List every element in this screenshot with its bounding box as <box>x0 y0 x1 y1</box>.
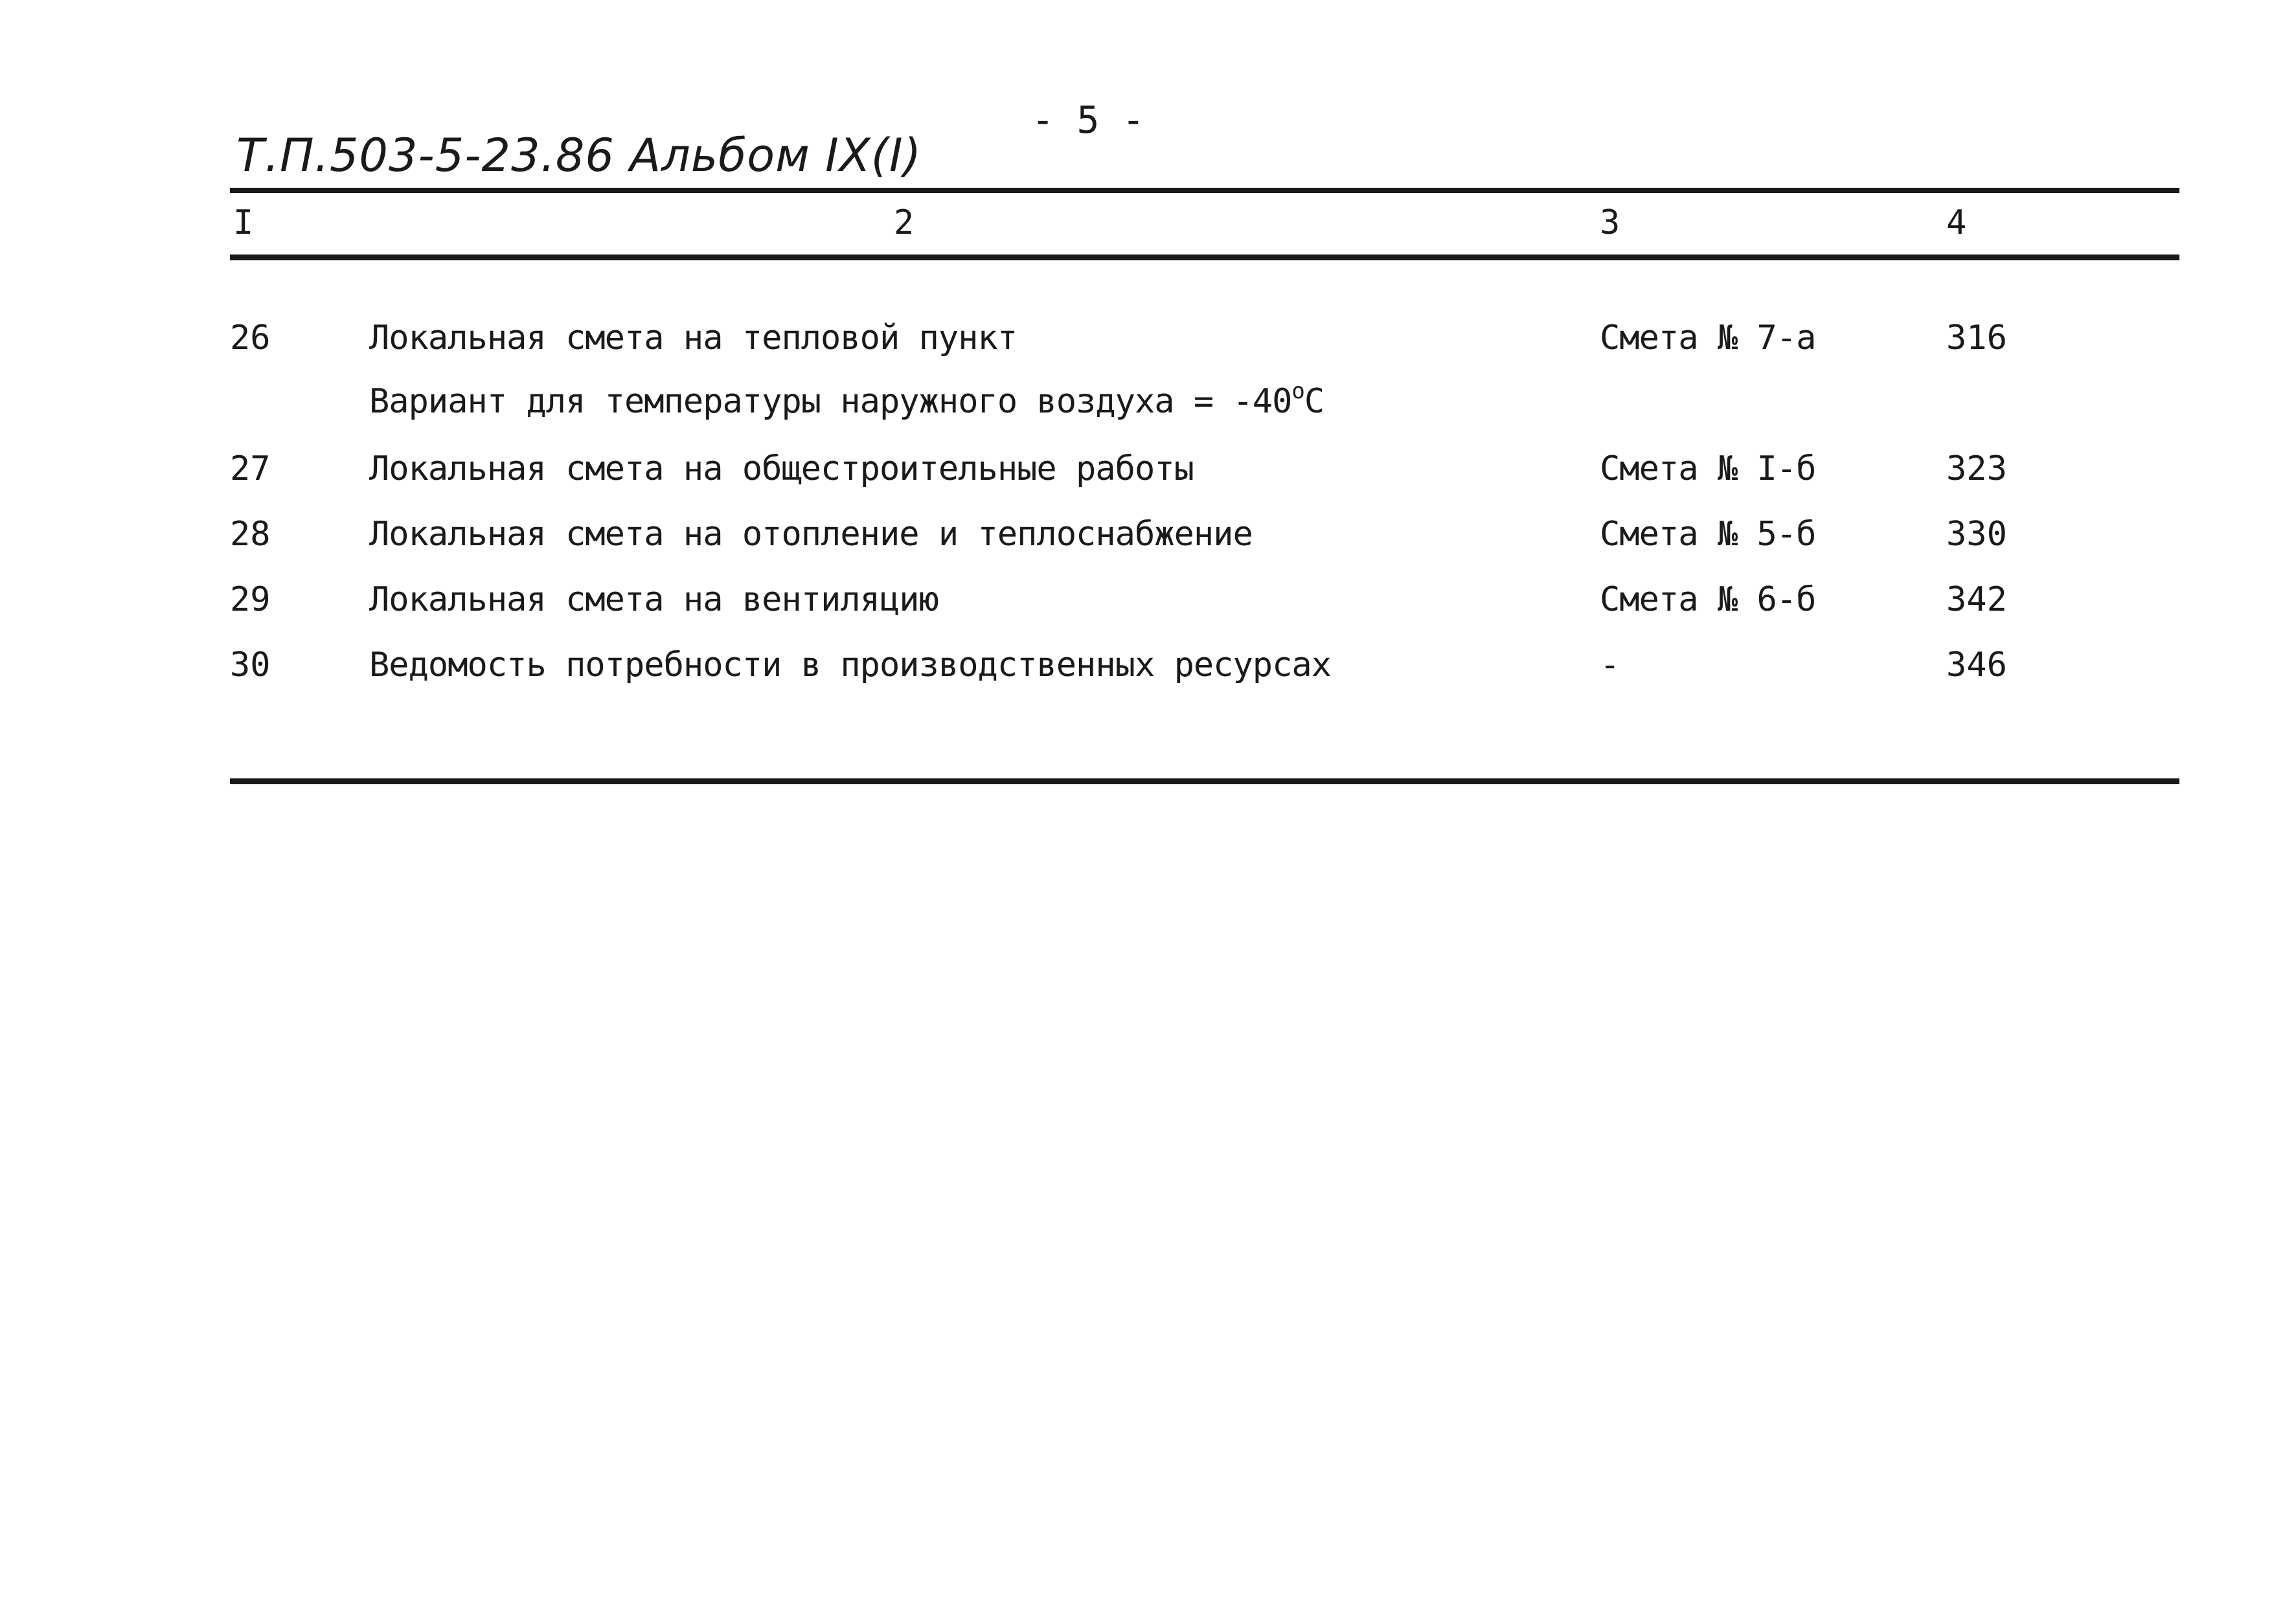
row-page: 323 <box>1946 449 2007 488</box>
column-header-4: 4 <box>1946 203 1967 242</box>
row-title: Локальная смета на тепловой пункт <box>369 319 1017 357</box>
column-header-1: I <box>233 203 254 242</box>
row-number: 26 <box>230 319 271 357</box>
row-estimate-ref: Смета № 5-б <box>1600 515 1816 554</box>
row-number: 27 <box>230 449 271 488</box>
row-title: Ведомость потребности в производственных ресурсах <box>369 646 1332 684</box>
row-page: 316 <box>1946 319 2007 357</box>
row-estimate-ref: Смета № 6-б <box>1600 580 1816 619</box>
row-title: Локальная смета на отопление и теплоснабжение <box>369 515 1253 554</box>
row-page: 330 <box>1946 515 2007 554</box>
row-page: 346 <box>1946 646 2007 684</box>
document-code: Т.П.503-5-23.86 Альбом IX(I) <box>236 129 922 182</box>
page-number: - 5 - <box>1031 98 1145 142</box>
row-title: Локальная смета на общестроительные работы <box>369 449 1194 488</box>
header-rule <box>230 254 2179 260</box>
column-header-3: 3 <box>1600 203 1620 242</box>
row-title-continuation <box>369 378 1324 426</box>
row-estimate-ref: - <box>1600 646 1620 684</box>
row-number: 28 <box>230 515 271 554</box>
row-estimate-ref: Смета № 7-а <box>1600 319 1816 357</box>
continuation-text: Вариант для температуры наружного воздуха = -40 <box>369 382 1292 421</box>
temperature-unit: С <box>1304 382 1324 421</box>
bottom-rule <box>230 778 2179 784</box>
top-rule <box>230 188 2179 193</box>
row-number: 30 <box>230 646 271 684</box>
row-title: Локальная смета на вентиляцию <box>369 580 938 619</box>
row-page: 342 <box>1946 580 2007 619</box>
degree-mark: о <box>1291 378 1304 404</box>
row-number: 29 <box>230 580 271 619</box>
column-header-2: 2 <box>894 203 915 242</box>
row-estimate-ref: Смета № I-б <box>1600 449 1816 488</box>
